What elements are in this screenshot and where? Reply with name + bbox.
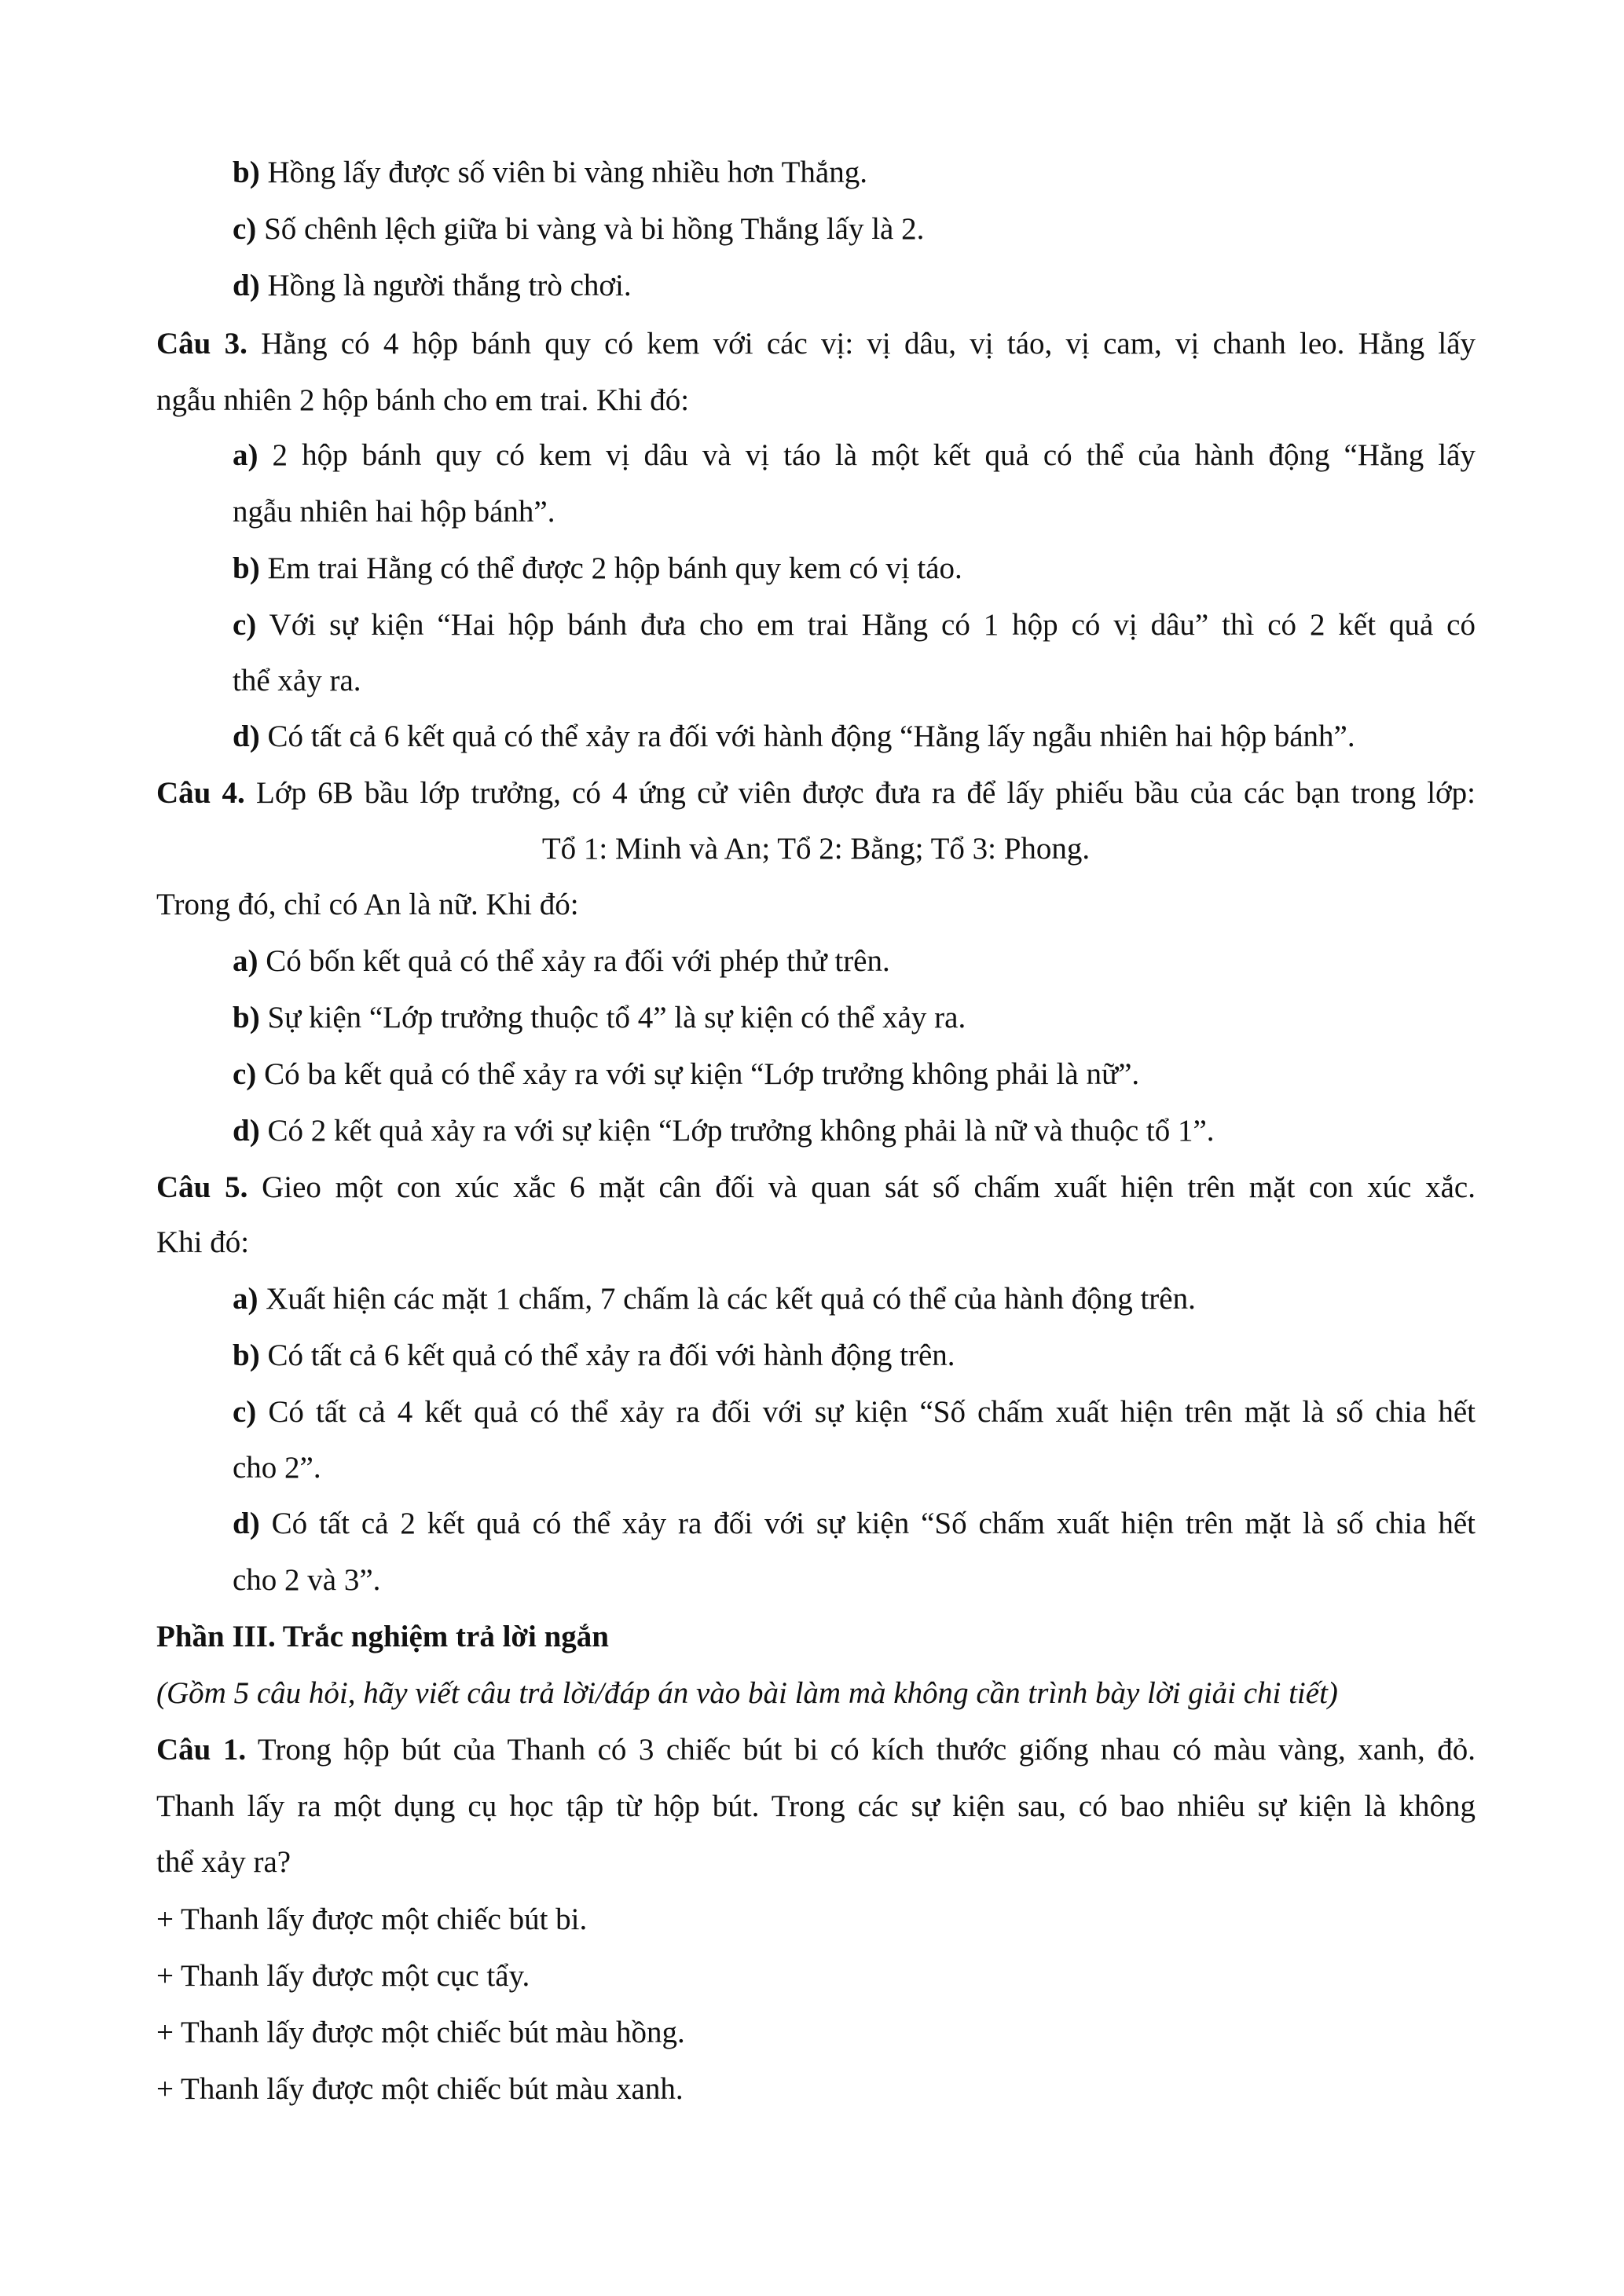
p3q1-line3: thể xảy ra? [156,1845,291,1879]
q3-option-d: d) Có tất cả 6 kết quả có thể xảy ra đối với hành động “Hằng lấy ngẫu nhiên hai hộp bánh”. [233,720,1355,753]
q4-option-b: b) Sự kiện “Lớp trưởng thuộc tổ 4” là sự kiện có thể xảy ra. [233,1001,966,1034]
q3-stem-line2: ngẫu nhiên 2 hộp bánh cho em trai. Khi đó: [156,383,690,417]
q5-option-c-line2: cho 2”. [233,1451,321,1485]
q4-stem-line3: Trong đó, chỉ có An là nữ. Khi đó: [156,888,579,921]
q5-option-d-line1: d) Có tất cả 2 kết quả có thể xảy ra đối với sự kiện “Số chấm xuất hiện trên mặt là số chia hết [233,1507,1476,1540]
q4-option-d: d) Có 2 kết quả xảy ra với sự kiện “Lớp trưởng không phải là nữ và thuộc tổ 1”. [233,1114,1215,1148]
part3-title: Phần III. Trắc nghiệm trả lời ngắn [156,1620,609,1653]
q5-stem-line2: Khi đó: [156,1225,250,1259]
q5-option-d-line2: cho 2 và 3”. [233,1563,381,1597]
q3-option-b: b) Em trai Hằng có thể được 2 hộp bánh quy kem có vị táo. [233,551,962,585]
q3-option-c-line1: c) Với sự kiện “Hai hộp bánh đưa cho em trai Hằng có 1 hộp có vị dâu” thì có 2 kết quả có [233,608,1476,642]
q4-option-c: c) Có ba kết quả có thể xảy ra với sự kiện “Lớp trưởng không phải là nữ”. [233,1057,1140,1091]
q2-option-c: c) Số chênh lệch giữa bi vàng và bi hồng Thắng lấy là 2. [233,212,925,246]
q3-option-c-line2: thể xảy ra. [233,664,361,698]
q3-stem-line1: Câu 3. Hằng có 4 hộp bánh quy có kem với các vị: vị dâu, vị táo, vị cam, vị chanh leo. Hằng lấy [156,327,1476,361]
q4-groups: Tổ 1: Minh và An; Tổ 2: Bằng; Tổ 3: Phong. [541,832,1091,866]
q4-stem-line1: Câu 4. Lớp 6B bầu lớp trưởng, có 4 ứng cử viên được đưa ra để lấy phiếu bầu của các bạn trong lớp: [156,776,1476,810]
part3-note: (Gồm 5 câu hỏi, hãy viết câu trả lời/đáp án vào bài làm mà không cần trình bày lời giải chi tiết) [156,1676,1338,1710]
q3-option-a-line2: ngẫu nhiên hai hộp bánh”. [233,495,555,529]
q2-option-b: b) Hồng lấy được số viên bi vàng nhiều hơn Thắng. [233,156,867,189]
p3q1-item: + Thanh lấy được một chiếc bút bi. [156,1902,588,1936]
q5-option-a: a) Xuất hiện các mặt 1 chấm, 7 chấm là các kết quả có thể của hành động trên. [233,1282,1196,1316]
p3q1-item: + Thanh lấy được một chiếc bút màu hồng. [156,2016,685,2049]
q5-option-c-line1: c) Có tất cả 4 kết quả có thể xảy ra đối với sự kiện “Số chấm xuất hiện trên mặt là số chia hết [233,1395,1476,1429]
q5-option-b: b) Có tất cả 6 kết quả có thể xảy ra đối với hành động trên. [233,1338,955,1372]
q2-option-d: d) Hồng là người thắng trò chơi. [233,269,632,302]
q4-option-a: a) Có bốn kết quả có thể xảy ra đối với phép thử trên. [233,944,890,978]
p3q1-item: + Thanh lấy được một cục tẩy. [156,1959,530,1993]
p3q1-item: + Thanh lấy được một chiếc bút màu xanh. [156,2072,684,2106]
q5-stem-line1: Câu 5. Gieo một con xúc xắc 6 mặt cân đối và quan sát số chấm xuất hiện trên mặt con xúc xắc. [156,1170,1476,1204]
p3q1-line2: Thanh lấy ra một dụng cụ học tập từ hộp bút. Trong các sự kiện sau, có bao nhiêu sự kiện là không [156,1789,1476,1823]
q3-option-a-line1: a) 2 hộp bánh quy có kem vị dâu và vị táo là một kết quả có thể của hành động “Hằng lấy [233,438,1476,472]
p3q1-line1: Câu 1. Trong hộp bút của Thanh có 3 chiếc bút bi có kích thước giống nhau có màu vàng, xanh, đỏ. [156,1733,1476,1767]
